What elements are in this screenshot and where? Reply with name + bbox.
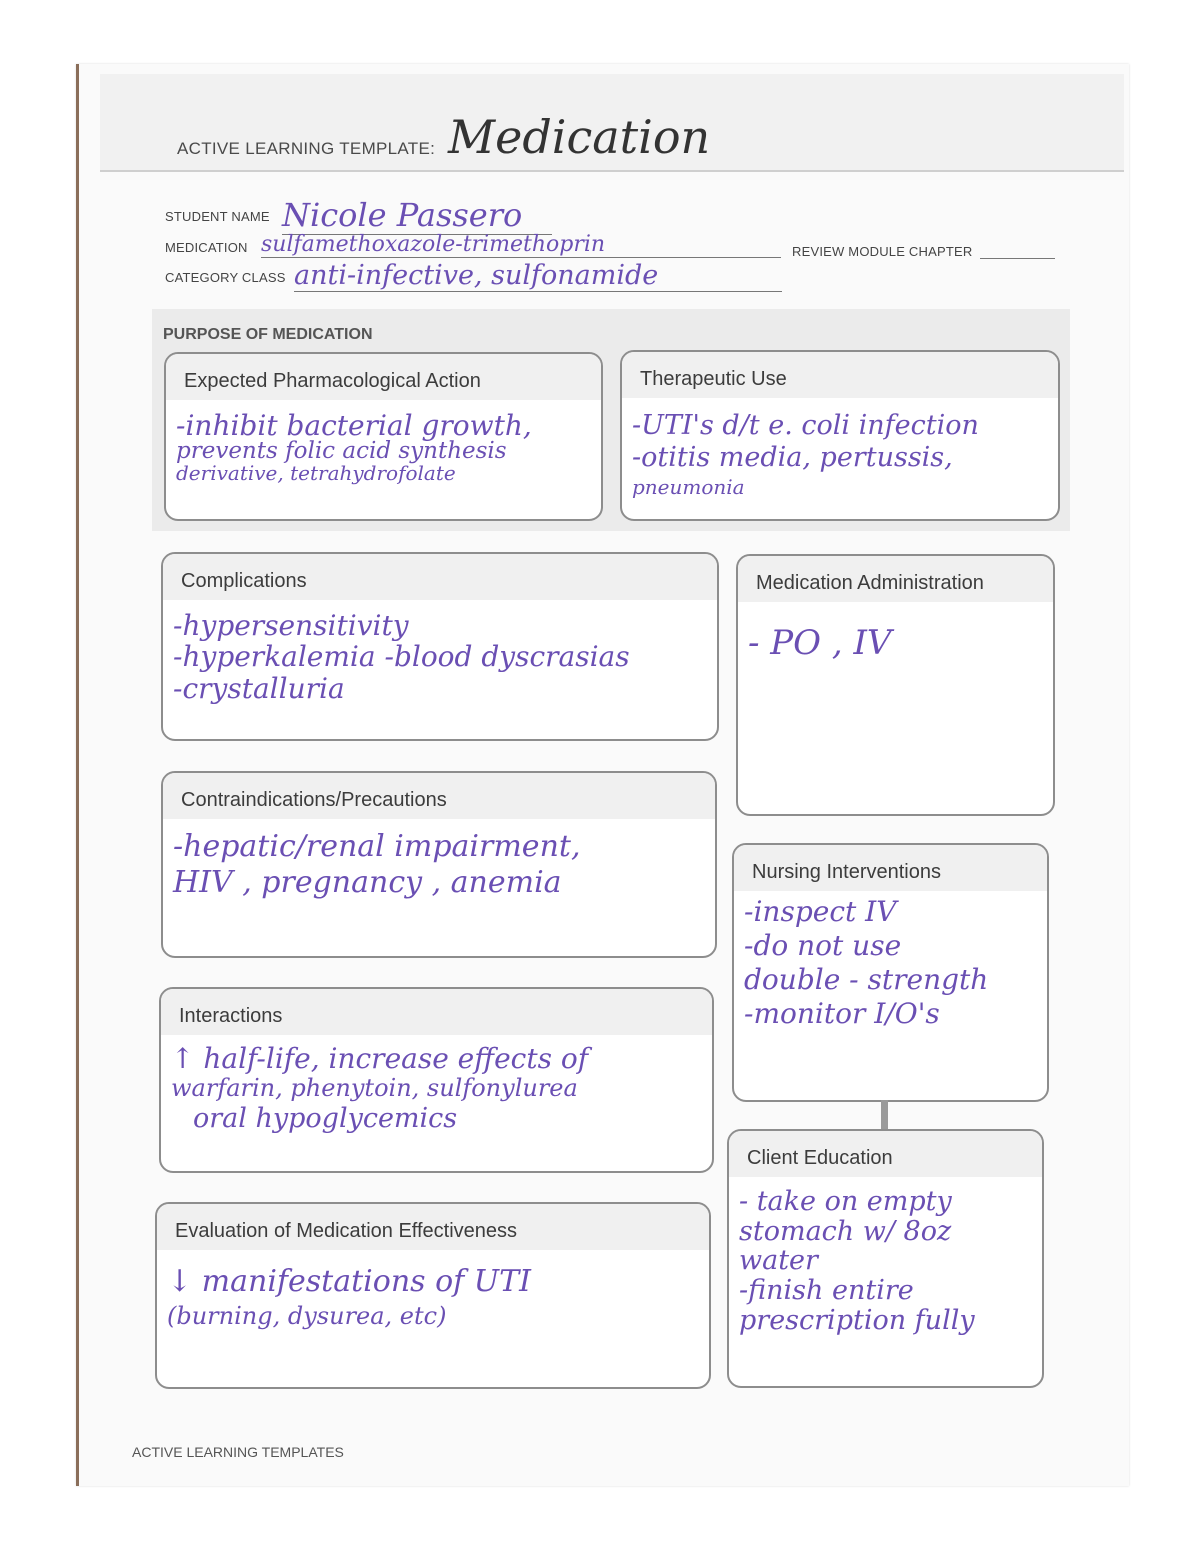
student-name-label: STUDENT NAME — [165, 209, 270, 224]
expected-action-title: Expected Pharmacological Action — [166, 354, 601, 400]
page-title: Medication — [448, 110, 711, 164]
evaluation-title: Evaluation of Medication Effectiveness — [157, 1204, 709, 1250]
medication-value: sulfamethoxazole-trimethoprin — [261, 232, 781, 258]
therapeutic-use-line: pneumonia — [632, 474, 745, 499]
administration-line: - PO , IV — [748, 623, 892, 663]
contraindications-line: HIV , pregnancy , anemia — [173, 865, 562, 900]
medication-label: MEDICATION — [165, 240, 248, 255]
administration-box — [736, 554, 1055, 816]
template-label: ACTIVE LEARNING TEMPLATE: — [177, 139, 436, 158]
interactions-line: warfarin, phenytoin, sulfonylurea — [171, 1074, 578, 1103]
nursing-interventions-title: Nursing Interventions — [734, 845, 1047, 891]
administration-title: Medication Administration — [738, 556, 1053, 602]
nursing-interventions-line: -monitor I/O's — [744, 997, 940, 1031]
client-education-box — [727, 1129, 1044, 1388]
evaluation-line: ↓ manifestations of UTI — [167, 1264, 531, 1299]
therapeutic-use-line: -otitis media, pertussis, — [632, 442, 953, 474]
contraindications-title: Contraindications/Precautions — [163, 773, 715, 819]
interactions-box — [159, 987, 714, 1173]
client-education-line: -finish entire — [739, 1275, 914, 1307]
complications-line: -crystalluria — [173, 671, 345, 705]
category-class-label: CATEGORY CLASS — [165, 270, 286, 285]
client-education-line: prescription fully — [739, 1304, 975, 1336]
student-name-value: Nicole Passero — [282, 196, 552, 235]
nursing-interventions-box — [732, 843, 1049, 1102]
client-education-line: - take on empty — [739, 1186, 952, 1217]
therapeutic-use-box — [620, 350, 1060, 521]
purpose-label: PURPOSE OF MEDICATION — [163, 326, 373, 343]
evaluation-line: (burning, dysurea, etc) — [167, 1302, 447, 1330]
contraindications-box — [161, 771, 717, 958]
interactions-line: oral hypoglycemics — [193, 1102, 458, 1134]
footer-label: ACTIVE LEARNING TEMPLATES — [132, 1444, 344, 1460]
complications-line: -hypersensitivity — [173, 609, 409, 642]
complications-line: -hyperkalemia -blood dyscrasias — [173, 640, 630, 674]
expected-action-box — [164, 352, 603, 521]
expected-action-line: derivative, tetrahydrofolate — [176, 461, 456, 485]
connector-line — [881, 1100, 888, 1130]
contraindications-line: -hepatic/renal impairment, — [173, 829, 581, 864]
interactions-title: Interactions — [161, 989, 712, 1035]
review-module-label: REVIEW MODULE CHAPTER — [792, 244, 973, 259]
complications-title: Complications — [163, 554, 717, 600]
therapeutic-use-line: -UTI's d/t e. coli infection — [632, 410, 979, 441]
evaluation-box — [155, 1202, 711, 1389]
client-education-title: Client Education — [729, 1131, 1042, 1177]
nursing-interventions-line: -inspect IV — [744, 895, 897, 928]
expected-action-line: prevents folic acid synthesis — [176, 438, 507, 464]
interactions-line: ↑ half-life, increase effects of — [171, 1042, 589, 1075]
expected-action-line: -inhibit bacterial growth, — [176, 409, 532, 442]
client-education-line: stomach w/ 8oz — [739, 1215, 952, 1247]
therapeutic-use-title: Therapeutic Use — [622, 352, 1058, 398]
category-class-value: anti-infective, sulfonamide — [294, 260, 782, 292]
nursing-interventions-line: -do not use — [744, 929, 902, 963]
complications-box — [161, 552, 719, 741]
client-education-line: water — [739, 1245, 818, 1277]
review-module-line — [980, 258, 1055, 259]
nursing-interventions-line: double - strength — [744, 963, 989, 997]
